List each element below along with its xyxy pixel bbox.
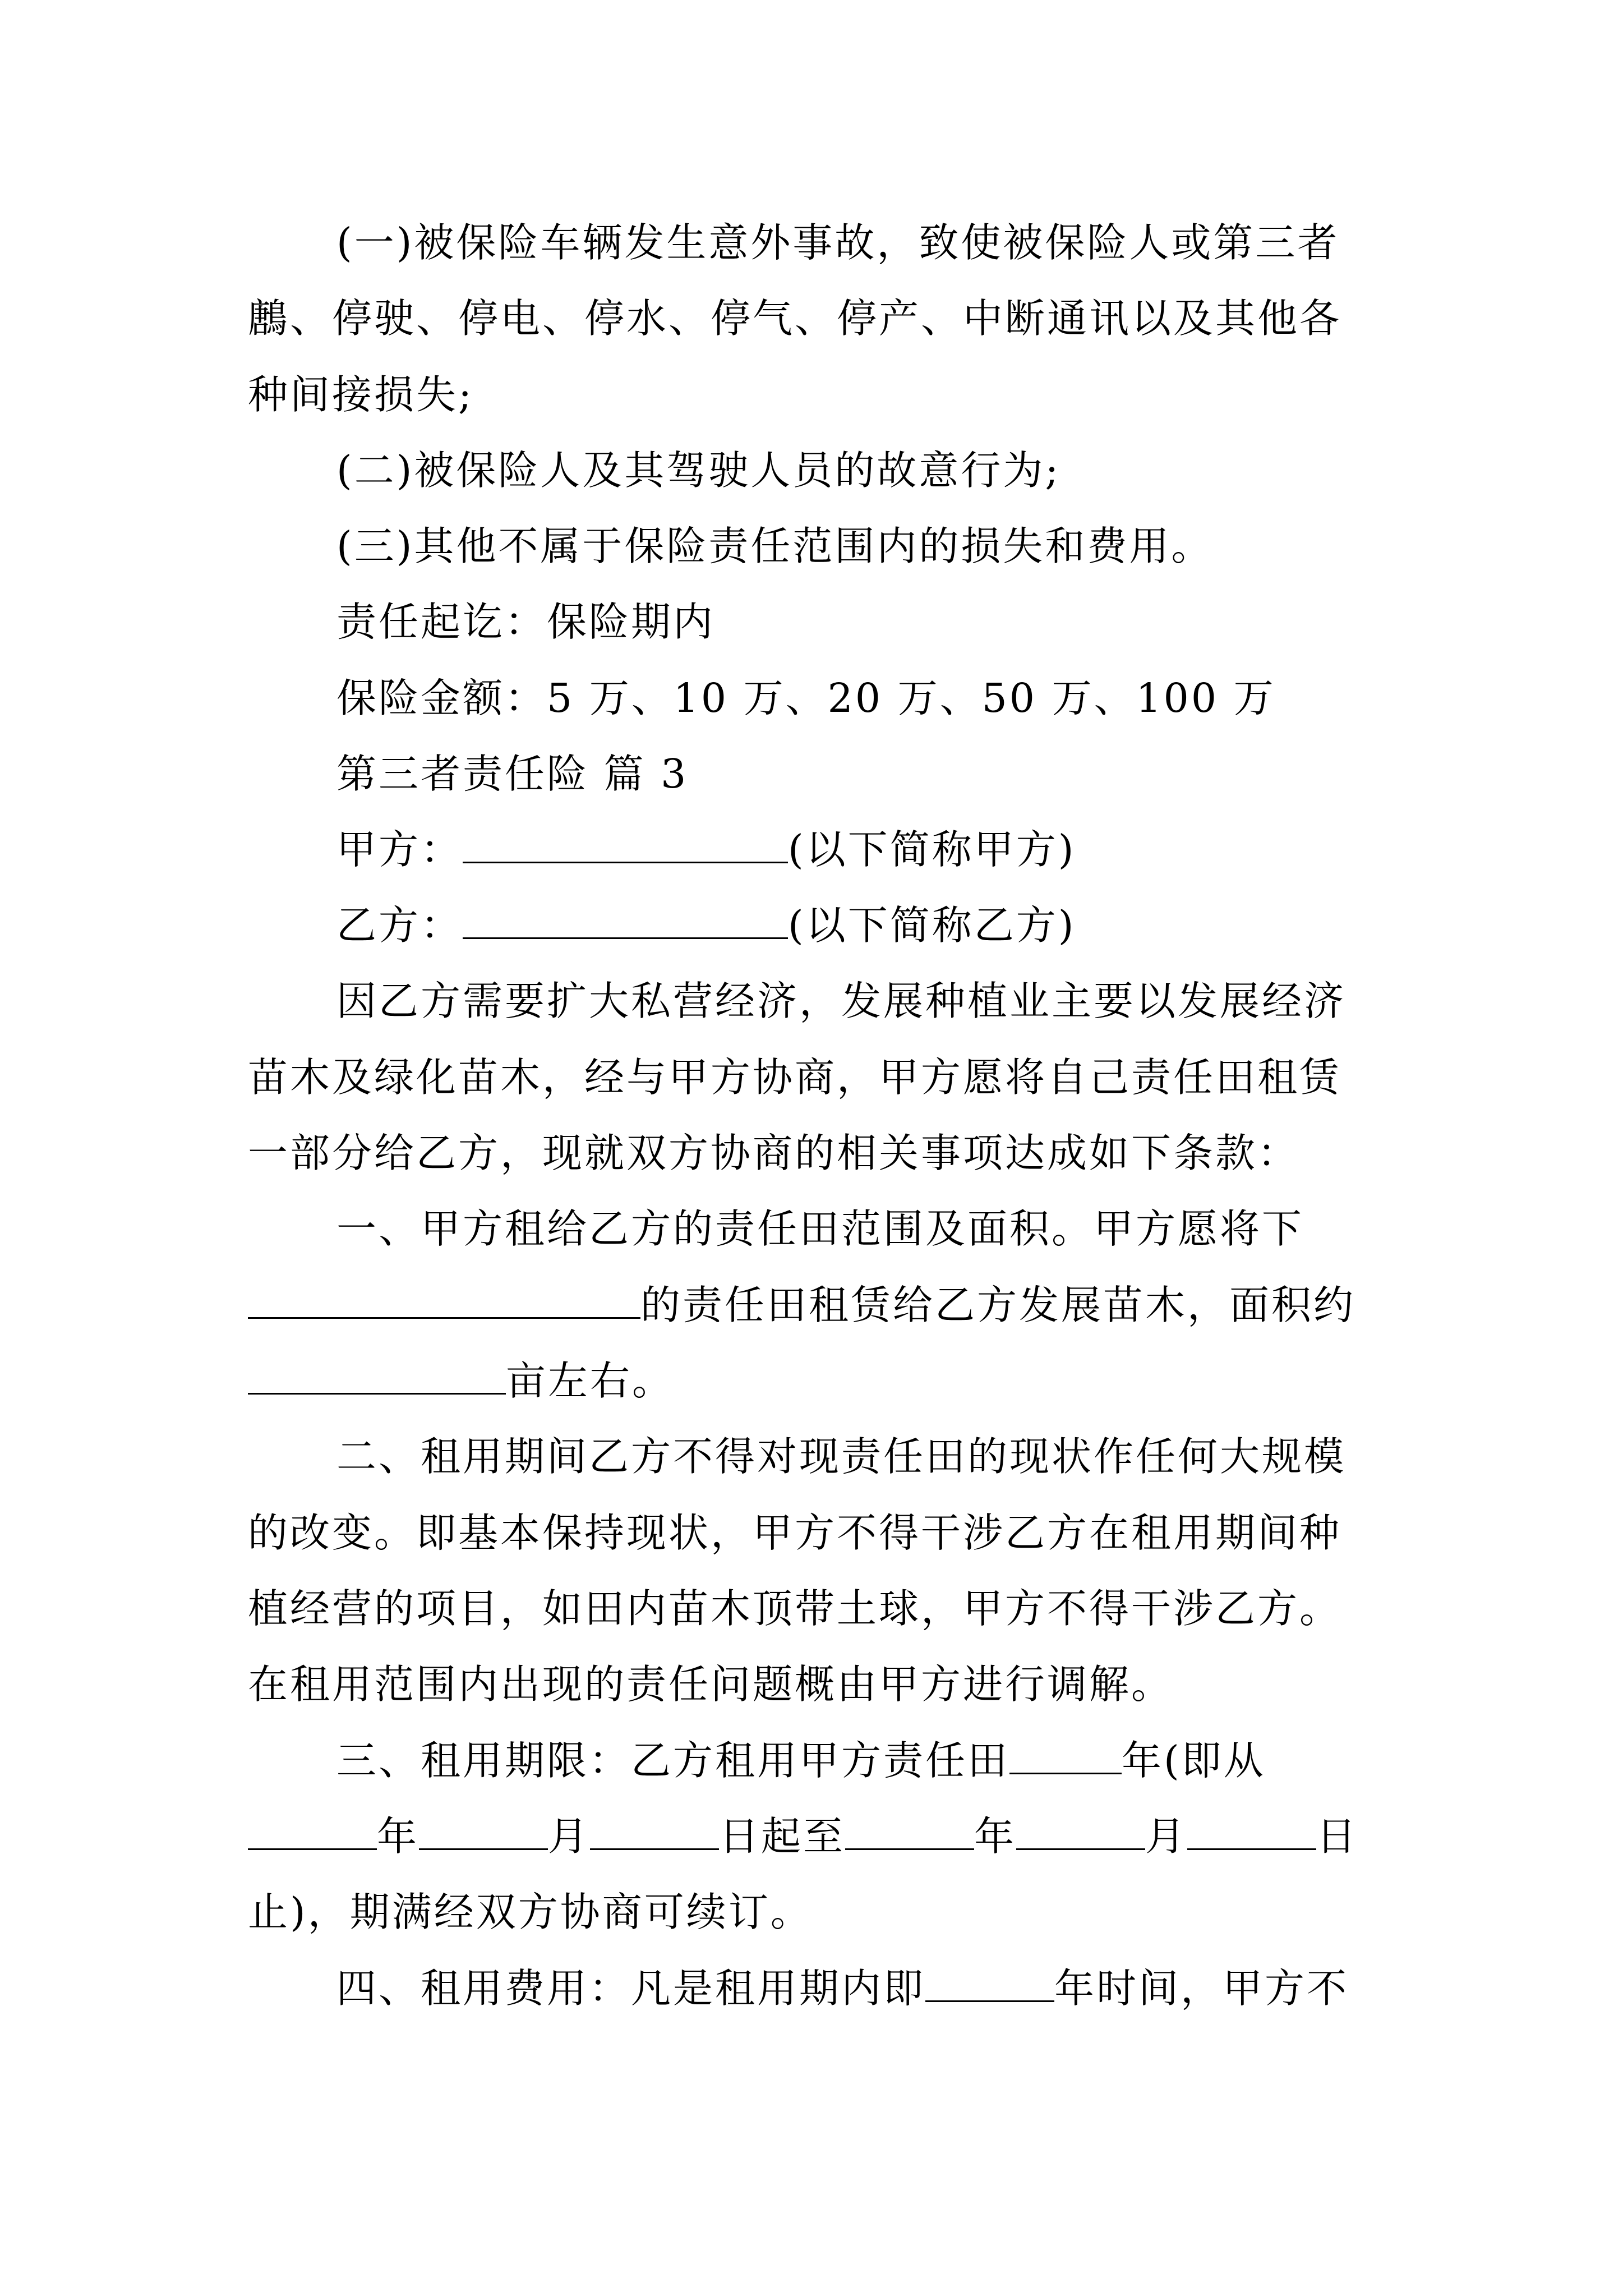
month-label: 月 [1145, 1813, 1188, 1860]
party-b-blank [463, 907, 788, 939]
end-day-blank [1187, 1818, 1316, 1850]
liability-period: 责任起讫：保险期内 [336, 599, 716, 645]
exclusion-item-2: (二)被保险人及其驾驶人员的故意行为; [336, 447, 1061, 494]
clause-3-line-3: 止)，期满经双方协商可续订。 [248, 1889, 813, 1935]
clause-3-line-1-text: 三、租用期限：乙方租用甲方责任田 [336, 1737, 1010, 1784]
party-a-line [336, 825, 1076, 875]
party-b-suffix: (以下简称乙方) [788, 902, 1076, 949]
clause-2-line-3: 植经营的项目，如田内苗木顶带土球，甲方不得干涉乙方。 [248, 1585, 1342, 1632]
clause-1-line-3-text: 亩左右。 [506, 1358, 675, 1404]
party-a-suffix: (以下简称甲方) [788, 826, 1076, 873]
end-year-blank [845, 1818, 974, 1850]
insured-amount: 保险金额：5 万、10 万、20 万、50 万、100 万 [336, 675, 1276, 721]
day-from-label: 日起至 [719, 1813, 846, 1860]
exclusion-item-1-line-3: 种间接损失; [248, 371, 474, 418]
month-label: 月 [548, 1813, 591, 1860]
year-label: 年 [377, 1813, 419, 1860]
party-a-label: 甲方： [336, 826, 463, 873]
clause-1-line-3 [248, 1356, 674, 1406]
clause-3-line-2 [248, 1811, 1358, 1862]
clause-1-line-2-text: 的责任田租赁给乙方发展苗木，面积约 [640, 1282, 1356, 1328]
section-title: 第三者责任险 篇 3 [336, 751, 689, 797]
clause-4-line-1 [336, 1963, 1349, 2014]
exclusion-item-1-line-2: 鶶、停驶、停电、停水、停气、停产、中断通讯以及其他各 [248, 295, 1342, 342]
intro-line-1: 因乙方需要扩大私营经济，发展种植业主要以发展经济 [336, 978, 1347, 1024]
intro-line-3: 一部分给乙方，现就双方协商的相关事项达成如下条款： [248, 1130, 1300, 1176]
day-label: 日 [1316, 1813, 1359, 1860]
clause-3-line-1 [336, 1736, 1266, 1786]
start-month-blank [419, 1818, 548, 1850]
start-year-blank [248, 1818, 377, 1850]
term-years-blank [1009, 1742, 1122, 1774]
clause-1-line-1: 一、甲方租给乙方的责任田范围及面积。甲方愿将下 [336, 1205, 1304, 1252]
location-blank [248, 1286, 640, 1319]
end-month-blank [1016, 1818, 1145, 1850]
clause-2-line-1: 二、租用期间乙方不得对现责任田的现状作任何大规模 [336, 1433, 1347, 1480]
intro-line-2: 苗木及绿化苗木，经与甲方协商，甲方愿将自己责任田租赁 [248, 1054, 1342, 1101]
clause-4-line-1-text: 四、租用费用：凡是租用期内即 [336, 1965, 926, 2012]
party-a-blank [463, 831, 788, 863]
clause-1-line-2 [248, 1280, 1355, 1331]
clause-4-line-1-suffix: 年时间，甲方不 [1054, 1965, 1349, 2012]
party-b-label: 乙方： [336, 902, 463, 949]
start-day-blank [590, 1818, 719, 1850]
party-b-line [336, 900, 1076, 951]
area-blank [248, 1362, 506, 1395]
exclusion-item-1-line-1: (一)被保险车辆发生意外事故，致使被保险人或第三者 [336, 219, 1340, 266]
clause-2-line-2: 的改变。即基本保持现状，甲方不得干涉乙方在租用期间种 [248, 1510, 1342, 1556]
exclusion-item-3: (三)其他不属于保险责任范围内的损失和费用。 [336, 523, 1214, 569]
fee-years-blank [925, 1970, 1054, 2002]
year-label: 年 [974, 1813, 1017, 1860]
clause-2-line-4: 在租用范围内出现的责任问题概由甲方进行调解。 [248, 1661, 1174, 1708]
clause-3-line-1-suffix: 年(即从 [1122, 1737, 1266, 1784]
